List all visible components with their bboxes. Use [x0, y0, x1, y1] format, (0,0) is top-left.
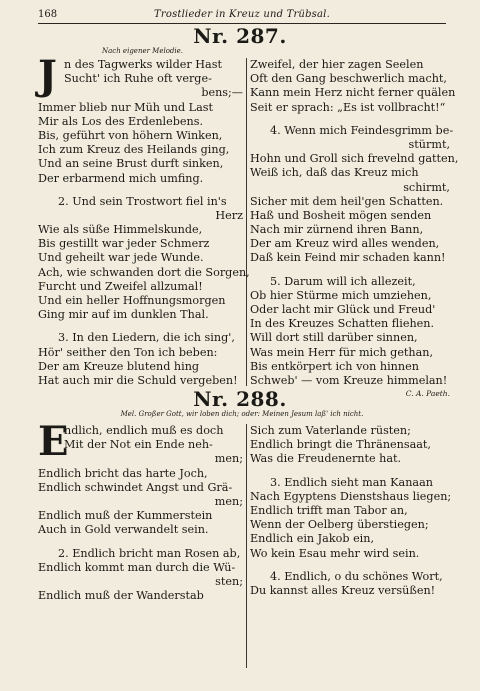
- verse-line: Der am Kreuz wird alles wenden,: [250, 237, 440, 251]
- hymn-288-title: Nr. 288.: [193, 387, 287, 411]
- verse-line: Auch in Gold verwandelt sein.: [38, 523, 209, 537]
- stanza-5: [250, 275, 450, 389]
- verse-line: Hör' seither den Ton ich beben:: [38, 345, 218, 359]
- stanza-2: [38, 547, 243, 604]
- verse-line: Ob hier Stürme mich umziehen,: [250, 288, 432, 302]
- verse-line: Bis entkörpert ich von hinnen: [250, 359, 419, 373]
- verse-line: Endlich kommt man durch die Wü-: [38, 560, 236, 574]
- verse-line: 5. Darum will ich allezeit,: [270, 274, 416, 288]
- stanza-4: [250, 570, 450, 598]
- verse-line: Nach Egyptens Dienstshaus liegen;: [250, 489, 452, 503]
- stanza-1: [38, 418, 243, 538]
- verse-line: men;: [214, 494, 243, 508]
- verse-line: Endlich bringt die Thränensaat,: [250, 438, 431, 452]
- verse-line: 3. In den Liedern, die ich sing',: [58, 331, 235, 345]
- verse-line: Wo kein Esau mehr wird sein.: [250, 546, 420, 560]
- verse-line: Nach mir zürnend ihren Bann,: [250, 223, 424, 237]
- verse-line: Bis, geführt von höhern Winken,: [38, 128, 223, 142]
- verse-line: Daß kein Feind mir schaden kann!: [250, 251, 446, 265]
- verse-line: 3. Endlich sieht man Kanaan: [270, 475, 433, 489]
- verse-line: Ich zum Kreuz des Heilands ging,: [38, 143, 230, 157]
- verse-line: Du kannst alles Kreuz versüßen!: [250, 583, 436, 597]
- drop-cap: J: [38, 52, 57, 99]
- verse-line: Weiß ich, daß das Kreuz mich: [250, 166, 419, 180]
- verse-line: bens;—: [201, 86, 243, 100]
- column-divider-288: [246, 424, 247, 668]
- stanza-3: [250, 476, 450, 561]
- verse-line: Endlich muß der Wanderstab: [38, 589, 204, 603]
- verse-line: Sucht' ich Ruhe oft verge-: [64, 72, 212, 86]
- stanza-2-continued: [250, 424, 450, 467]
- verse-line: Und an seine Brust durft sinken,: [38, 157, 224, 171]
- stanza-1: [38, 52, 243, 186]
- verse-line: 2. Und sein Trostwort fiel in's: [58, 194, 227, 208]
- verse-line: stürmt,: [408, 137, 450, 151]
- verse-line: Bis gestillt war jeder Schmerz: [38, 237, 210, 251]
- verse-line: ndlich, endlich muß es doch: [64, 424, 224, 437]
- hymn-287-right-column: [250, 58, 459, 400]
- drop-cap: E: [38, 418, 69, 465]
- verse-line: Schweb' — vom Kreuze himmelan!: [250, 373, 448, 387]
- verse-line: Wie als süße Himmelskunde,: [38, 223, 203, 237]
- verse-line: Will dort still darüber sinnen,: [250, 331, 418, 345]
- verse-line: Endlich schwindet Angst und Grä-: [38, 480, 233, 494]
- verse-line: schirmt,: [403, 180, 450, 194]
- verse-line: Endlich trifft man Tabor an,: [250, 503, 408, 517]
- hymn-287-left-column: [38, 52, 250, 388]
- verse-line: men;: [214, 452, 243, 466]
- verse-line: Hat auch mir die Schuld vergeben!: [38, 373, 238, 387]
- verse-line: n des Tagwerks wilder Hast: [64, 58, 222, 71]
- verse-line: Zweifel, der hier zagen Seelen: [250, 58, 424, 71]
- column-divider-287: [246, 58, 247, 386]
- page-number: 168: [38, 8, 58, 20]
- verse-line: Mir als Los des Erdenlebens.: [38, 114, 204, 128]
- verse-line: Mit der Not ein Ende neh-: [64, 438, 213, 452]
- verse-line: Oder lacht mir Glück und Freud': [250, 303, 436, 316]
- verse-line: Wenn der Oelberg überstiegen;: [250, 518, 429, 532]
- hymn-287-title: Nr. 287.: [193, 24, 287, 48]
- verse-line: 4. Wenn mich Feindesgrimm be-: [270, 123, 454, 137]
- verse-line: Kann mein Herz nicht ferner quälen: [250, 86, 456, 100]
- verse-line: Herz: [215, 208, 243, 222]
- verse-line: Immer blieb nur Müh und Last: [38, 100, 214, 114]
- verse-line: Ach, wie schwanden dort die Sorgen,: [38, 265, 250, 279]
- verse-line: 2. Endlich bricht man Rosen ab,: [58, 546, 241, 560]
- verse-line: Was die Freudenernte hat.: [250, 452, 402, 466]
- verse-line: Und geheilt war jede Wunde.: [38, 251, 204, 265]
- verse-line: Und ein heller Hoffnungsmorgen: [38, 294, 226, 307]
- verse-line: Sicher mit dem heil'gen Schatten.: [250, 194, 444, 208]
- hymn-288-left-column: [38, 418, 243, 603]
- verse-line: Endlich muß der Kummerstein: [38, 509, 213, 523]
- verse-line: Der am Kreuze blutend hing: [38, 359, 200, 373]
- verse-line: 4. Endlich, o du schönes Wort,: [270, 569, 443, 583]
- verse-line: Endlich ein Jakob ein,: [250, 532, 375, 546]
- page-header: [38, 6, 446, 22]
- verse-line: Der erbarmend mich umfing.: [38, 171, 204, 185]
- stanza-2: [38, 194, 250, 323]
- author-attribution: C. A. Paeth.: [405, 389, 450, 399]
- stanza-3-continued: [250, 58, 456, 115]
- verse-line: Sich zum Vaterlande rüsten;: [250, 424, 411, 437]
- verse-line: Endlich bricht das harte Joch,: [38, 466, 208, 480]
- stanza-3: [38, 331, 243, 388]
- running-title: Trostlieder in Kreuz und Trübsal.: [154, 8, 330, 20]
- verse-line: Haß und Bosheit mögen senden: [250, 208, 432, 222]
- verse-line: Was mein Herr für mich gethan,: [250, 345, 434, 359]
- verse-line: Oft den Gang beschwerlich macht,: [250, 72, 447, 86]
- verse-line: Seit er sprach: „Es ist vollbracht!“: [250, 100, 446, 114]
- verse-line: Furcht und Zweifel allzumal!: [38, 279, 203, 293]
- verse-line: Ging mir auf im dunklen Thal.: [38, 308, 209, 322]
- hymn-288-right-column: [250, 424, 450, 598]
- verse-line: Hohn und Groll sich frevelnd gatten,: [250, 152, 459, 166]
- verse-line: sten;: [215, 574, 243, 588]
- hymn-287-melody: Nach eigener Melodie.: [101, 47, 184, 55]
- hymn-288-melody: Mel. Großer Gott, wir loben dich; oder: Meinen Jesum laß' ich nicht.: [120, 410, 364, 418]
- verse-line: In des Kreuzes Schatten fliehen.: [250, 317, 435, 331]
- stanza-4: [250, 123, 459, 266]
